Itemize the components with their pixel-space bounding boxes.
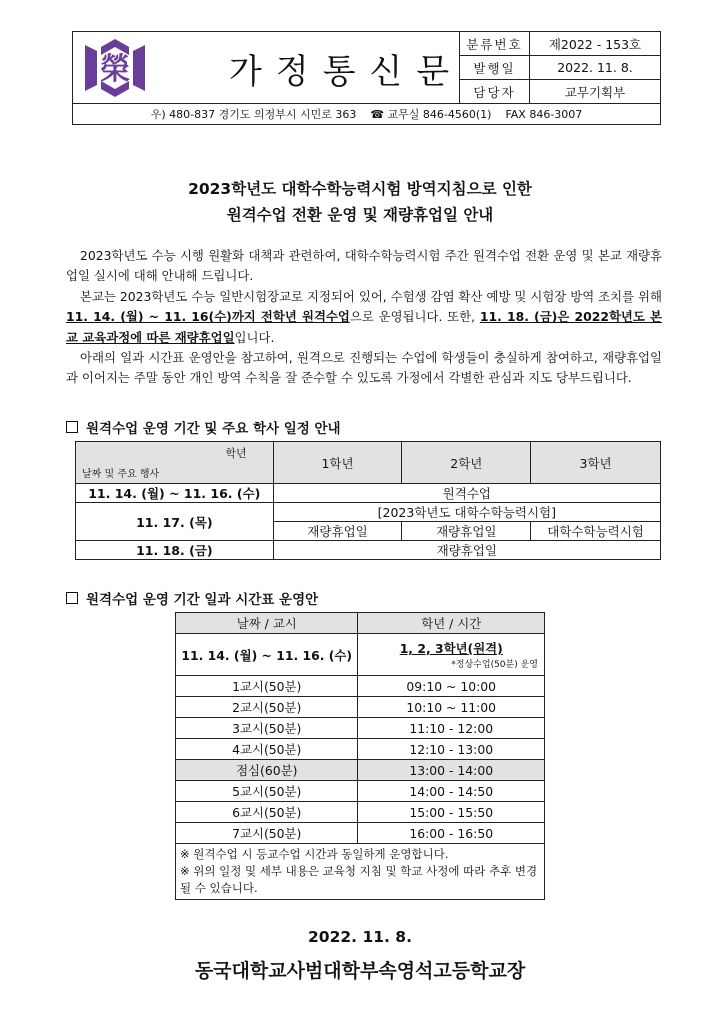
- grade-sub-note: *정상수업(50분) 운영: [451, 660, 538, 670]
- school-logo: [77, 35, 153, 101]
- header-top: [73, 32, 660, 104]
- section-heading-text: 원격수업 운영 기간 일과 시간표 운영안: [86, 592, 319, 608]
- period-label: 2교시(50분): [176, 697, 358, 718]
- meta-key: 발행일: [460, 56, 530, 79]
- timetable: [175, 612, 545, 900]
- diagonal-header-cell: [76, 442, 274, 484]
- meta-key: 담당자: [460, 80, 530, 104]
- event-cell: 원격수업: [273, 484, 660, 503]
- table-row: [176, 676, 545, 697]
- period-label: 5교시(50분): [176, 781, 358, 802]
- title-line-2: 원격수업 전환 운영 및 재량휴업일 안내: [226, 206, 494, 224]
- period-label: 점심(60분): [176, 760, 358, 781]
- table-row: [76, 503, 661, 522]
- paragraph-1: 2023학년도 수능 시행 원활화 대책과 관련하여, 대학수학능력시험 주간 원격수업 전환 운영 및 본교 재량휴업일 실시에 대해 안내해 드립니다.: [66, 248, 662, 284]
- date-cell: 11. 18. (금): [76, 541, 274, 560]
- meta-value: 제2022 - 153호: [548, 36, 642, 52]
- period-time: 15:00 - 15:50: [358, 802, 545, 823]
- table-row: [176, 718, 545, 739]
- period-time: 14:00 - 14:50: [358, 781, 545, 802]
- schedule-table: [75, 441, 661, 560]
- phone: [370, 106, 491, 122]
- section-heading-text: 원격수업 운영 기간 및 주요 학사 일정 안내: [86, 421, 341, 437]
- period-label: 1교시(50분): [176, 676, 358, 697]
- table-row: [176, 739, 545, 760]
- grade-header: 1학년: [273, 442, 402, 484]
- text: 입니다.: [234, 329, 275, 345]
- notice-body: [66, 246, 662, 389]
- period-label: 4교시(50분): [176, 739, 358, 760]
- period-time: 12:10 - 13:00: [358, 739, 545, 760]
- paragraph-2: [66, 287, 662, 348]
- period-time: 10:10 ~ 11:00: [358, 697, 545, 718]
- logo-char: 榮: [100, 52, 130, 87]
- highlight-remote: 11. 14. (월) ~ 11. 16(수)까지 전학년 원격수업: [66, 309, 350, 325]
- event-cell: 재량휴업일: [273, 541, 660, 560]
- grade-cell: [358, 634, 545, 676]
- document-type-title: 가정통신문: [228, 51, 464, 92]
- meta-row-owner: [460, 80, 660, 104]
- column-header: 날짜 / 교시: [176, 613, 358, 634]
- lunch-row: [176, 760, 545, 781]
- column-header: 학년 / 시간: [358, 613, 545, 634]
- notice-title: [0, 176, 720, 228]
- table-row: [176, 781, 545, 802]
- grade-header: 3학년: [531, 442, 661, 484]
- period-label: 6교시(50분): [176, 802, 358, 823]
- period-label: 3교시(50분): [176, 718, 358, 739]
- table-row: [76, 541, 661, 560]
- phone-icon: ☎: [370, 108, 385, 121]
- address: 우) 480-837 경기도 의정부시 시민로 363: [150, 108, 357, 121]
- meta-row-number: [460, 32, 660, 56]
- diag-top-label: 학년: [225, 447, 247, 460]
- date-range-row: [176, 634, 545, 676]
- phone-number: 교무실 846-4560(1): [387, 108, 492, 121]
- checkbox-square-icon: [66, 421, 78, 433]
- section-2-heading: [66, 588, 318, 608]
- table-row: [176, 823, 545, 844]
- table-header-row: [76, 442, 661, 484]
- meta-row-date: [460, 56, 660, 80]
- highlight-holiday: 11. 18. (금)은 2022학년도 본교 교육과정에 따른 재량휴업일: [66, 309, 662, 345]
- period-time: 11:10 - 12:00: [358, 718, 545, 739]
- event-cell: 재량휴업일: [402, 522, 531, 541]
- meta-box: [459, 32, 660, 104]
- period-time: 16:00 - 16:50: [358, 823, 545, 844]
- note-line: ※ 위의 일정 및 세부 내용은 교육청 지침 및 학교 사정에 따라 추후 변경될 수 있습니다.: [180, 864, 538, 895]
- issue-date: 2022. 11. 8.: [308, 928, 412, 946]
- checkbox-square-icon: [66, 592, 78, 604]
- paragraph-3: 아래의 일과 시간표 운영안을 참고하여, 원격으로 진행되는 수업에 학생들이 충실하게 참여하고, 재량휴업일과 이어지는 주말 동안 개인 방역 수칙을 잘 준수할 수 있도록 가정에서 각별한 관심과 지도 당부드립니다.: [66, 350, 662, 386]
- grade-note: 1, 2, 3학년(원격): [399, 641, 503, 656]
- table-row: [76, 484, 661, 503]
- event-cell: [2023학년도 대학수학능력시험]: [273, 503, 660, 522]
- period-label: 7교시(50분): [176, 823, 358, 844]
- event-cell: 대학수학능력시험: [531, 522, 661, 541]
- text: 본교는 2023학년도 수능 일반시험장교로 지정되어 있어, 수험생 감염 확산 예방 및 시험장 방역 조치를 위해: [80, 288, 662, 304]
- meta-value: 교무기획부: [564, 85, 626, 100]
- letter-header: [72, 31, 661, 125]
- date-cell: 11. 14. (월) ~ 11. 16. (수): [76, 484, 274, 503]
- notes-row: [176, 844, 545, 900]
- title-line-1: 2023학년도 대학수학능력시험 방역지침으로 인한: [188, 180, 532, 198]
- timetable-header-row: [176, 613, 545, 634]
- fax: FAX 846-3007: [505, 107, 583, 121]
- period-time: 09:10 ~ 10:00: [358, 676, 545, 697]
- grade-header: 2학년: [402, 442, 531, 484]
- diag-bottom-label: 날짜 및 주요 행사: [82, 469, 160, 480]
- event-cell: 재량휴업일: [273, 522, 402, 541]
- meta-value: 2022. 11. 8.: [557, 60, 633, 75]
- table-row: [176, 802, 545, 823]
- date-range-cell: 11. 14. (월) ~ 11. 16. (수): [176, 634, 358, 676]
- text: 으로 운영됩니다. 또한,: [349, 309, 480, 325]
- note-line: ※ 원격수업 시 등교수업 시간과 동일하게 운영합니다.: [180, 847, 449, 861]
- address-bar: [73, 104, 660, 124]
- signer: 동국대학교사범대학부속영석고등학교장: [194, 960, 526, 982]
- period-time: 13:00 - 14:00: [358, 760, 545, 781]
- notes-cell: [176, 844, 545, 900]
- meta-key: 분류번호: [460, 32, 530, 55]
- section-1-heading: [66, 417, 341, 437]
- date-cell: 11. 17. (목): [76, 503, 274, 541]
- table-row: [176, 697, 545, 718]
